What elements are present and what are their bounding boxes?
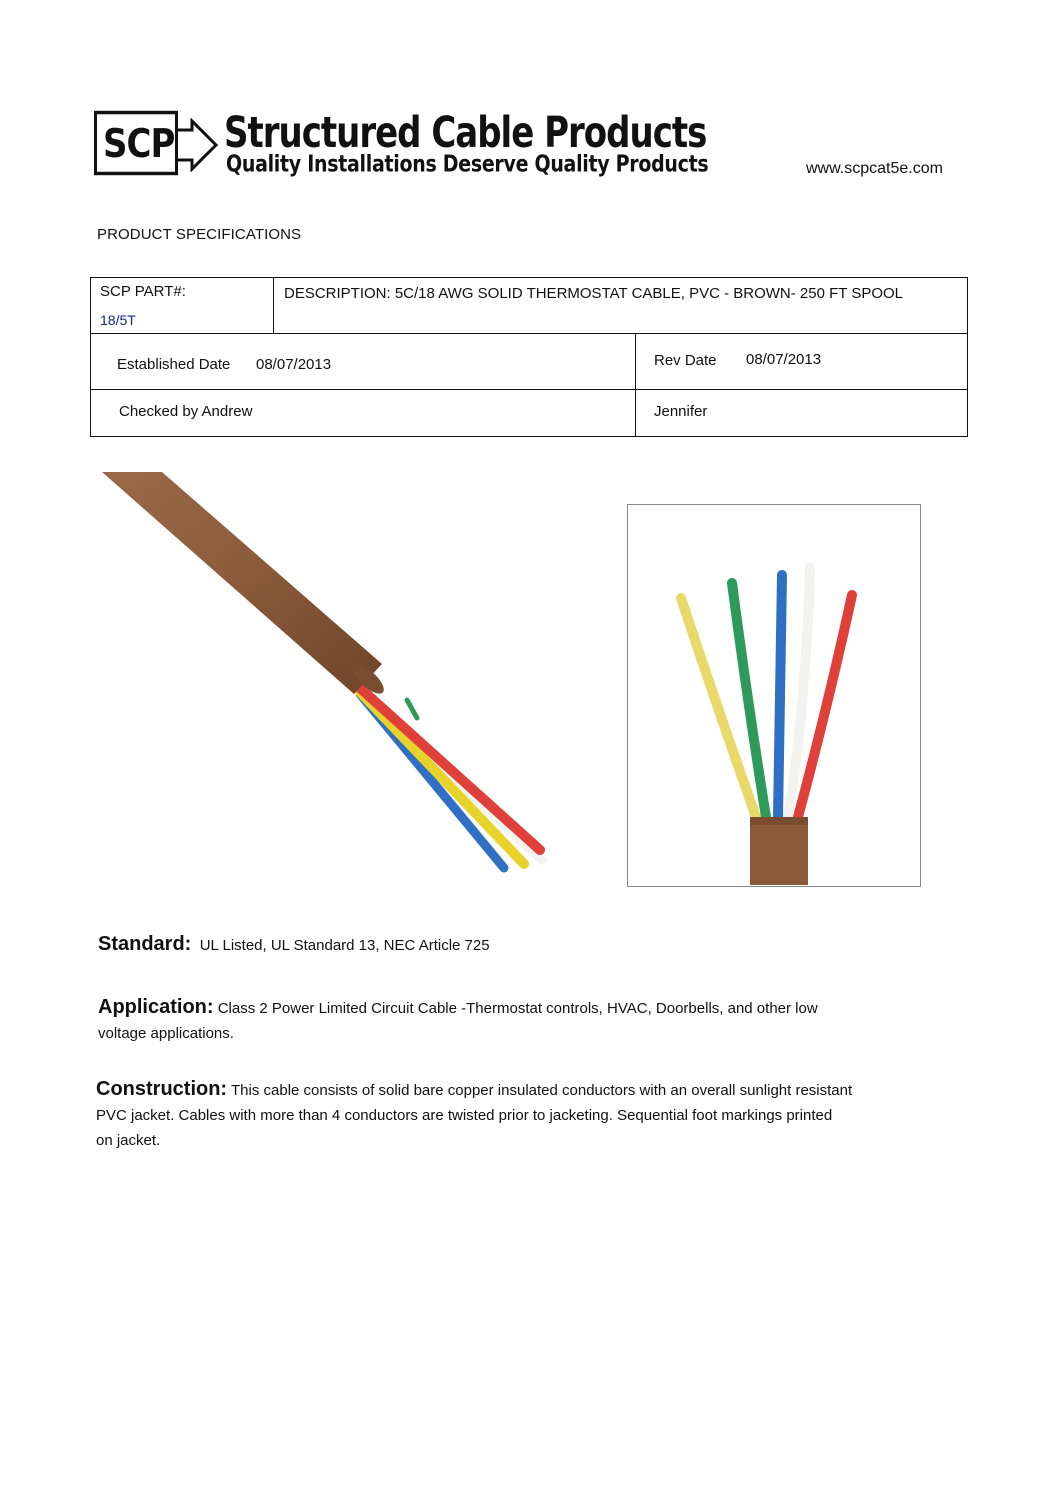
table-divider <box>635 333 636 437</box>
brand-tagline: Quality Installations Deserve Quality Products <box>226 151 709 178</box>
website-link[interactable]: www.scpcat5e.com <box>806 160 943 177</box>
checked-by: Checked by Andrew <box>119 403 253 420</box>
rev-label: Rev Date <box>654 352 717 369</box>
table-divider <box>91 333 967 334</box>
arrow-icon <box>174 118 218 172</box>
application-text: voltage applications. <box>98 1025 234 1042</box>
brand-name: Structured Cable Products <box>224 108 707 158</box>
standard-section <box>98 932 490 958</box>
construction-text: on jacket. <box>96 1132 161 1149</box>
spec-table <box>90 277 968 437</box>
construction-text: This cable consists of solid bare copper insulated conductors with an overall sunlight resistant <box>231 1082 853 1099</box>
construction-heading: Construction: <box>96 1078 228 1100</box>
conductors-photo <box>628 505 919 885</box>
table-divider <box>273 278 274 333</box>
construction-text: PVC jacket. Cables with more than 4 conductors are twisted prior to jacketing. Sequential foot markings printed <box>96 1107 833 1124</box>
application-heading: Application: <box>98 996 214 1018</box>
standard-text: UL Listed, UL Standard 13, NEC Article 725 <box>199 937 490 954</box>
construction-section <box>96 1077 926 1153</box>
application-section <box>98 995 898 1046</box>
section-title: PRODUCT SPECIFICATIONS <box>97 226 302 243</box>
conductors-photo-frame <box>627 504 921 887</box>
cable-jacket-photo <box>92 468 592 918</box>
approver: Jennifer <box>654 403 708 420</box>
part-number: 18/5T <box>100 312 136 328</box>
part-label: SCP PART#: <box>100 283 186 300</box>
standard-heading: Standard: <box>98 933 192 955</box>
established-date: 08/07/2013 <box>256 356 332 373</box>
established-label: Established Date <box>117 356 231 373</box>
application-text: Class 2 Power Limited Circuit Cable -Thermostat controls, HVAC, Doorbells, and other low <box>217 1000 818 1017</box>
rev-date: 08/07/2013 <box>746 351 822 368</box>
logo-mark: SCP <box>94 111 178 175</box>
company-logo <box>94 108 709 178</box>
description: DESCRIPTION: 5C/18 AWG SOLID THERMOSTAT CABLE, PVC - BROWN- 250 FT SPOOL <box>284 285 904 302</box>
table-divider <box>91 389 967 390</box>
